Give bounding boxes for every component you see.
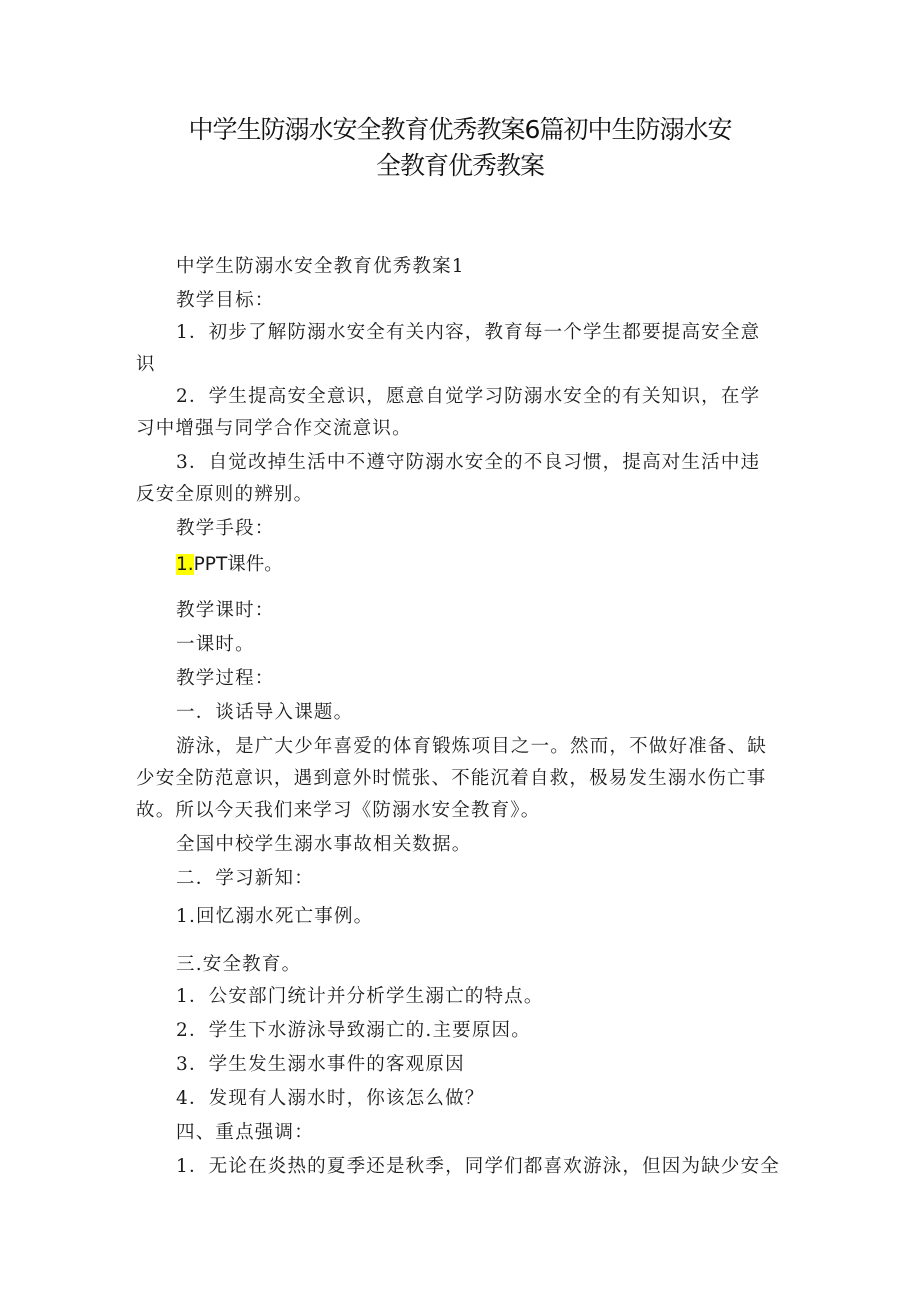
paragraph-line: 3．学生发生溺水事件的客观原因 bbox=[176, 1054, 465, 1075]
paragraph-line: 教学过程： bbox=[176, 668, 275, 689]
paragraph-line: 少安全防范意识，遇到意外时慌张、不能沉着自救，极易发生溺水伤亡事 bbox=[136, 768, 767, 789]
paragraph-line: 一．谈话导入课题。 bbox=[176, 702, 354, 723]
paragraph-line: 教学课时： bbox=[176, 600, 275, 621]
title-line-2: 全教育优秀教案 bbox=[375, 151, 544, 180]
paragraph-line: 1．无论在炎热的夏季还是秋季，同学们都喜欢游泳，但因为缺少安全 bbox=[176, 1156, 780, 1177]
title-line-1: 中学生防溺水安全教育优秀教案6篇初中生防溺水安 bbox=[188, 115, 732, 144]
paragraph-line: 教学目标： bbox=[176, 290, 275, 311]
paragraph-line: 1.回忆溺水死亡事例。 bbox=[176, 906, 374, 927]
paragraph-line: 游泳，是广大少年喜爱的体育锻炼项目之一。然而，不做好准备、缺 bbox=[176, 736, 768, 757]
paragraph-line: 故。所以今天我们来学习《防溺水安全教育》。 bbox=[136, 800, 541, 821]
document-title bbox=[0, 112, 920, 184]
paragraph-line: 三.安全教育。 bbox=[176, 954, 302, 975]
paragraph-line: 习中增强与同学合作交流意识。 bbox=[136, 418, 412, 439]
highlight-marker: 1. bbox=[176, 554, 194, 575]
highlighted-line bbox=[176, 552, 283, 578]
paragraph-line: 4．发现有人溺水时，你该怎么做？ bbox=[176, 1088, 485, 1109]
paragraph-line: 一课时。 bbox=[176, 634, 255, 655]
paragraph-line: 1．公安部门统计并分析学生溺亡的特点。 bbox=[176, 986, 544, 1007]
paragraph-line: 二．学习新知： bbox=[176, 868, 314, 889]
paragraph-line: 全国中校学生溺水事故相关数据。 bbox=[176, 834, 472, 855]
paragraph-line: 3．自觉改掉生活中不遵守防溺水安全的不良习惯，提高对生活中违 bbox=[176, 452, 761, 473]
paragraph-line: 识 bbox=[136, 354, 156, 375]
section-heading: 中学生防溺水安全教育优秀教案1 bbox=[176, 256, 465, 277]
paragraph-line: 1．初步了解防溺水安全有关内容，教育每一个学生都要提高安全意 bbox=[176, 322, 761, 343]
paragraph-line: 教学手段： bbox=[176, 518, 275, 539]
paragraph-line: 反安全原则的辨别。 bbox=[136, 484, 314, 505]
paragraph-line: 四、重点强调： bbox=[176, 1122, 314, 1143]
paragraph-line: 2．学生提高安全意识，愿意自觉学习防溺水安全的有关知识，在学 bbox=[176, 386, 761, 407]
highlighted-line-text: PPT课件。 bbox=[193, 554, 283, 575]
paragraph-line: 2．学生下水游泳导致溺亡的.主要原因。 bbox=[176, 1020, 531, 1041]
